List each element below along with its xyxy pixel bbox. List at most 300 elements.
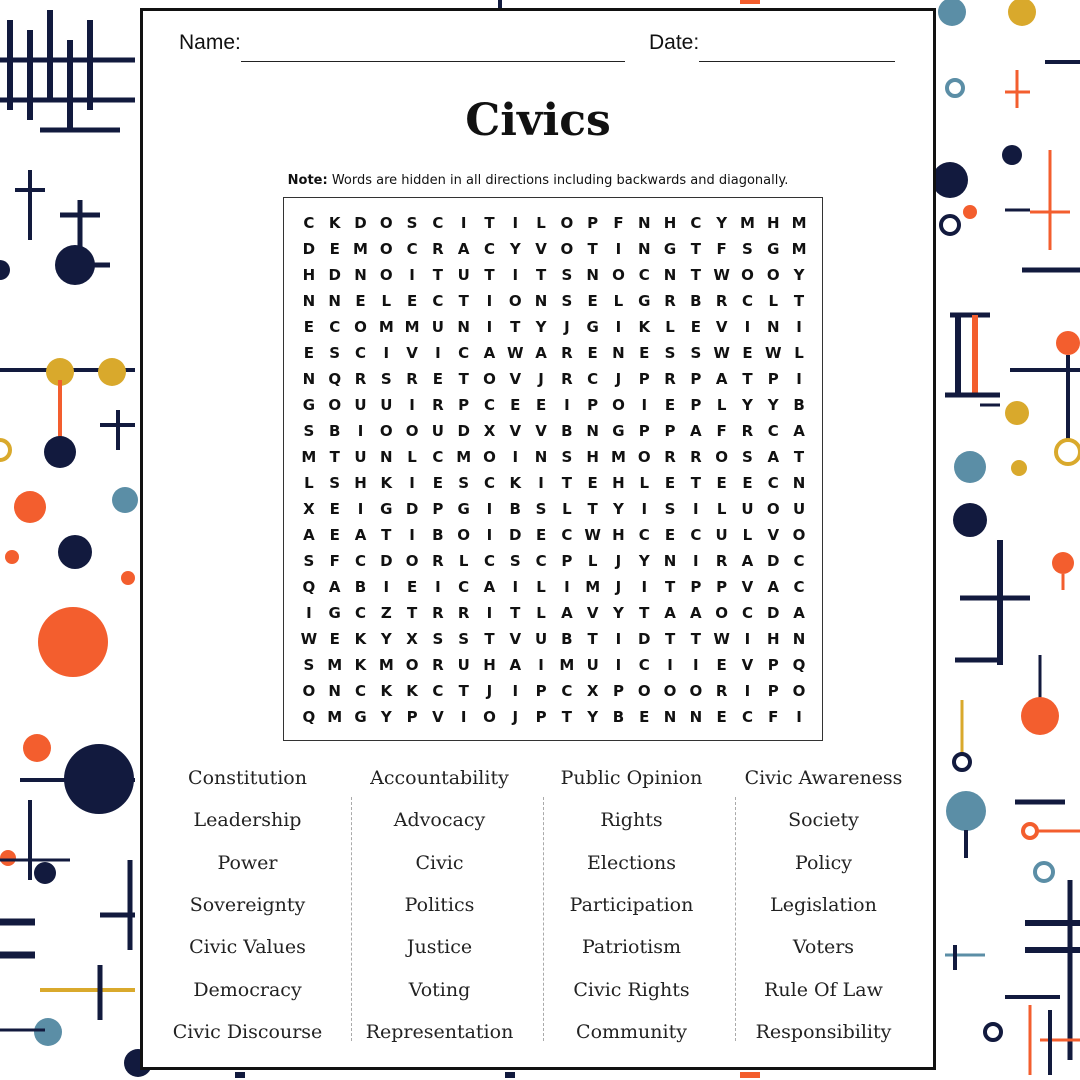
grid-letter[interactable]: C	[303, 214, 315, 232]
grid-letter[interactable]: T	[458, 292, 469, 310]
grid-letter[interactable]: T	[484, 266, 495, 284]
grid-letter[interactable]: K	[380, 682, 393, 700]
grid-letter[interactable]: E	[742, 474, 753, 492]
grid-letter[interactable]: I	[486, 500, 493, 518]
grid-letter[interactable]: K	[638, 318, 651, 336]
grid-letter[interactable]: I	[357, 422, 364, 440]
grid-letter[interactable]: E	[355, 292, 366, 310]
grid-letter[interactable]: I	[435, 578, 441, 596]
grid-letter[interactable]: A	[561, 604, 573, 622]
name-blank-line[interactable]	[241, 61, 625, 62]
grid-letter[interactable]: N	[380, 448, 393, 466]
grid-letter[interactable]: L	[716, 500, 727, 518]
grid-letter[interactable]: H	[663, 214, 677, 232]
grid-letter[interactable]: M	[353, 240, 368, 258]
grid-letter[interactable]: P	[535, 708, 547, 726]
grid-letter[interactable]: S	[561, 292, 573, 310]
grid-letter[interactable]: D	[328, 266, 341, 284]
grid-letter[interactable]: A	[328, 578, 341, 596]
grid-letter[interactable]: I	[538, 656, 544, 674]
grid-letter[interactable]: O	[715, 604, 729, 622]
grid-letter[interactable]: A	[690, 604, 702, 622]
grid-letter[interactable]: N	[328, 292, 341, 310]
grid-letter[interactable]: I	[796, 370, 802, 388]
grid-letter[interactable]: H	[586, 448, 599, 466]
grid-letter[interactable]: Y	[793, 266, 805, 284]
grid-letter[interactable]: O	[405, 552, 419, 570]
grid-letter[interactable]: M	[791, 240, 807, 258]
grid-letter[interactable]: A	[303, 526, 315, 544]
grid-letter[interactable]: Y	[767, 396, 779, 414]
grid-letter[interactable]: C	[458, 344, 470, 362]
grid-letter[interactable]: M	[791, 214, 807, 232]
grid-letter[interactable]: C	[767, 422, 779, 440]
grid-letter[interactable]: R	[457, 604, 470, 622]
grid-letter[interactable]: E	[535, 526, 547, 544]
grid-letter[interactable]: I	[357, 500, 364, 518]
grid-letter[interactable]: D	[767, 604, 780, 622]
grid-letter[interactable]: A	[354, 526, 367, 544]
grid-letter[interactable]: O	[766, 266, 780, 284]
grid-letter[interactable]: C	[741, 292, 753, 310]
grid-letter[interactable]: C	[483, 552, 495, 570]
grid-letter[interactable]: I	[693, 552, 699, 570]
grid-letter[interactable]: T	[793, 292, 805, 310]
grid-letter[interactable]: I	[615, 630, 622, 648]
grid-letter[interactable]: Q	[302, 578, 316, 596]
grid-letter[interactable]: J	[564, 318, 570, 336]
grid-letter[interactable]: F	[716, 422, 727, 440]
grid-letter[interactable]: N	[663, 266, 677, 284]
grid-letter[interactable]: T	[510, 604, 521, 622]
grid-letter[interactable]: U	[354, 396, 367, 414]
grid-letter[interactable]: P	[432, 500, 444, 518]
grid-letter[interactable]: N	[302, 370, 316, 388]
grid-letter[interactable]: I	[512, 214, 519, 232]
grid-letter[interactable]: C	[354, 344, 366, 362]
grid-letter[interactable]: G	[302, 396, 316, 414]
date-blank-line[interactable]	[699, 61, 895, 62]
grid-letter[interactable]: I	[486, 526, 493, 544]
grid-letter[interactable]: S	[380, 370, 392, 388]
grid-letter[interactable]: C	[638, 656, 650, 674]
grid-letter[interactable]: Y	[638, 552, 650, 570]
grid-letter[interactable]: A	[741, 552, 754, 570]
grid-letter[interactable]: P	[664, 422, 676, 440]
grid-letter[interactable]: C	[587, 370, 599, 388]
grid-letter[interactable]: L	[536, 578, 546, 596]
grid-letter[interactable]: H	[483, 656, 496, 674]
grid-letter[interactable]: G	[612, 422, 625, 440]
grid-letter[interactable]: C	[432, 292, 444, 310]
grid-letter[interactable]: T	[587, 240, 598, 258]
grid-letter[interactable]: O	[637, 448, 651, 466]
grid-letter[interactable]: G	[586, 318, 599, 336]
grid-letter[interactable]: T	[432, 266, 443, 284]
grid-letter[interactable]: T	[742, 370, 753, 388]
grid-letter[interactable]: U	[354, 448, 367, 466]
grid-letter[interactable]: Q	[328, 370, 342, 388]
grid-letter[interactable]: I	[409, 526, 415, 544]
grid-letter[interactable]: G	[638, 292, 651, 310]
grid-letter[interactable]: C	[793, 578, 805, 596]
grid-letter[interactable]: A	[690, 422, 702, 440]
grid-letter[interactable]: I	[693, 500, 699, 518]
grid-letter[interactable]: A	[483, 344, 496, 362]
grid-letter[interactable]: S	[329, 344, 341, 362]
grid-letter[interactable]: D	[457, 422, 470, 440]
grid-letter[interactable]: E	[329, 240, 340, 258]
grid-letter[interactable]: R	[354, 370, 367, 388]
grid-letter[interactable]: C	[793, 552, 805, 570]
grid-letter[interactable]: M	[378, 318, 394, 336]
grid-letter[interactable]: O	[560, 214, 574, 232]
grid-letter[interactable]: S	[535, 500, 547, 518]
grid-letter[interactable]: I	[615, 318, 622, 336]
grid-letter[interactable]: C	[638, 526, 650, 544]
grid-letter[interactable]: O	[483, 448, 496, 466]
grid-letter[interactable]: P	[561, 552, 573, 570]
grid-letter[interactable]: G	[457, 500, 470, 518]
grid-letter[interactable]: K	[406, 682, 418, 700]
grid-letter[interactable]: T	[639, 604, 650, 622]
grid-letter[interactable]: V	[406, 344, 418, 362]
grid-letter[interactable]: O	[354, 318, 367, 336]
grid-letter[interactable]: D	[767, 552, 780, 570]
grid-letter[interactable]: O	[663, 682, 677, 700]
grid-letter[interactable]: L	[665, 318, 675, 336]
grid-letter[interactable]: M	[585, 578, 601, 596]
grid-letter[interactable]: E	[406, 578, 418, 596]
grid-letter[interactable]: G	[663, 240, 677, 258]
grid-letter[interactable]: H	[766, 630, 780, 648]
grid-letter[interactable]: L	[742, 526, 753, 544]
grid-letter[interactable]: N	[586, 422, 599, 440]
grid-letter[interactable]: I	[409, 266, 415, 284]
grid-letter[interactable]: A	[715, 370, 728, 388]
grid-letter[interactable]: S	[561, 266, 573, 284]
grid-letter[interactable]: T	[664, 630, 676, 648]
grid-letter[interactable]: T	[535, 266, 547, 284]
grid-letter[interactable]: A	[767, 578, 780, 596]
grid-letter[interactable]: H	[612, 474, 625, 492]
grid-letter[interactable]: E	[329, 500, 340, 518]
grid-letter[interactable]: F	[329, 552, 340, 570]
grid-letter[interactable]: O	[302, 682, 316, 700]
grid-letter[interactable]: G	[328, 604, 341, 622]
grid-letter[interactable]: R	[664, 448, 676, 466]
grid-letter[interactable]: L	[536, 604, 546, 622]
grid-letter[interactable]: I	[538, 474, 544, 492]
grid-letter[interactable]: L	[768, 292, 779, 310]
grid-letter[interactable]: I	[615, 240, 622, 258]
grid-letter[interactable]: P	[587, 214, 599, 232]
grid-letter[interactable]: I	[564, 396, 570, 414]
grid-letter[interactable]: O	[508, 292, 522, 310]
grid-letter[interactable]: D	[638, 630, 651, 648]
grid-letter[interactable]: Y	[380, 708, 392, 726]
grid-letter[interactable]: X	[406, 630, 418, 648]
grid-letter[interactable]: T	[587, 630, 598, 648]
grid-letter[interactable]: N	[354, 266, 367, 284]
grid-letter[interactable]: I	[460, 214, 467, 232]
grid-letter[interactable]: C	[741, 708, 753, 726]
grid-letter[interactable]: N	[637, 214, 651, 232]
grid-letter[interactable]: A	[509, 656, 522, 674]
grid-letter[interactable]: H	[354, 474, 367, 492]
grid-letter[interactable]: N	[612, 344, 625, 362]
grid-letter[interactable]: I	[564, 578, 570, 596]
grid-letter[interactable]: O	[457, 526, 471, 544]
grid-letter[interactable]: C	[354, 552, 366, 570]
grid-letter[interactable]: K	[380, 474, 393, 492]
grid-letter[interactable]: T	[510, 318, 521, 336]
grid-letter[interactable]: I	[306, 604, 312, 622]
grid-letter[interactable]: S	[303, 656, 315, 674]
grid-letter[interactable]: S	[561, 448, 573, 466]
grid-letter[interactable]: I	[512, 682, 519, 700]
grid-letter[interactable]: I	[460, 708, 467, 726]
grid-letter[interactable]: S	[458, 630, 470, 648]
grid-letter[interactable]: F	[716, 240, 727, 258]
grid-letter[interactable]: T	[587, 500, 598, 518]
grid-letter[interactable]: E	[587, 344, 598, 362]
grid-letter[interactable]: I	[744, 630, 751, 648]
grid-letter[interactable]: O	[379, 266, 393, 284]
grid-letter[interactable]: N	[534, 448, 548, 466]
grid-letter[interactable]: C	[432, 448, 444, 466]
grid-letter[interactable]: J	[486, 682, 493, 700]
grid-letter[interactable]: Y	[613, 604, 624, 622]
grid-letter[interactable]: I	[486, 318, 493, 336]
grid-letter[interactable]: O	[689, 682, 703, 700]
grid-letter[interactable]: A	[483, 578, 496, 596]
grid-letter[interactable]: G	[354, 708, 367, 726]
grid-letter[interactable]: C	[354, 682, 366, 700]
grid-letter[interactable]: P	[690, 370, 702, 388]
grid-letter[interactable]: I	[409, 396, 415, 414]
grid-letter[interactable]: I	[796, 318, 802, 336]
grid-letter[interactable]: K	[354, 656, 367, 674]
grid-letter[interactable]: R	[561, 344, 573, 362]
grid-letter[interactable]: V	[509, 370, 522, 388]
grid-letter[interactable]: M	[456, 448, 472, 466]
grid-letter[interactable]: I	[512, 266, 519, 284]
grid-letter[interactable]: R	[432, 604, 444, 622]
grid-letter[interactable]: R	[561, 370, 573, 388]
grid-letter[interactable]: S	[664, 500, 676, 518]
grid-letter[interactable]: C	[432, 214, 444, 232]
grid-letter[interactable]: T	[329, 448, 340, 466]
grid-letter[interactable]: P	[458, 396, 470, 414]
grid-letter[interactable]: V	[509, 422, 522, 440]
grid-letter[interactable]: Y	[587, 708, 599, 726]
grid-letter[interactable]: A	[535, 344, 547, 362]
grid-letter[interactable]: J	[615, 370, 622, 388]
grid-letter[interactable]: S	[458, 474, 470, 492]
grid-letter[interactable]: T	[690, 240, 701, 258]
grid-letter[interactable]: I	[486, 604, 493, 622]
grid-letter[interactable]: V	[535, 240, 547, 258]
grid-letter[interactable]: D	[509, 526, 522, 544]
grid-letter[interactable]: C	[406, 240, 418, 258]
grid-letter[interactable]: T	[690, 266, 701, 284]
grid-letter[interactable]: O	[379, 422, 393, 440]
grid-letter[interactable]: C	[483, 474, 495, 492]
grid-letter[interactable]: O	[792, 682, 806, 700]
grid-letter[interactable]: R	[432, 240, 444, 258]
grid-letter[interactable]: R	[664, 292, 676, 310]
grid-letter[interactable]: E	[716, 656, 727, 674]
grid-letter[interactable]: P	[587, 396, 599, 414]
grid-letter[interactable]: P	[767, 682, 779, 700]
grid-letter[interactable]: A	[664, 604, 676, 622]
grid-letter[interactable]: E	[690, 318, 701, 336]
grid-letter[interactable]: J	[615, 552, 622, 570]
grid-letter[interactable]: K	[354, 630, 367, 648]
grid-letter[interactable]: N	[586, 266, 599, 284]
grid-letter[interactable]: I	[512, 578, 519, 596]
grid-letter[interactable]: C	[561, 526, 573, 544]
grid-letter[interactable]: N	[328, 682, 341, 700]
grid-letter[interactable]: O	[379, 214, 393, 232]
grid-letter[interactable]: J	[512, 708, 519, 726]
grid-letter[interactable]: I	[744, 682, 751, 700]
grid-letter[interactable]: A	[767, 448, 780, 466]
grid-letter[interactable]: E	[664, 474, 676, 492]
grid-letter[interactable]: U	[586, 656, 599, 674]
grid-letter[interactable]: N	[302, 292, 316, 310]
grid-letter[interactable]: G	[767, 240, 780, 258]
grid-letter[interactable]: B	[561, 630, 573, 648]
grid-letter[interactable]: E	[432, 474, 443, 492]
grid-letter[interactable]: K	[509, 474, 522, 492]
grid-letter[interactable]: J	[538, 370, 544, 388]
grid-letter[interactable]: T	[484, 214, 495, 232]
grid-letter[interactable]: E	[535, 396, 547, 414]
grid-letter[interactable]: B	[328, 422, 341, 440]
grid-letter[interactable]: I	[641, 396, 648, 414]
grid-letter[interactable]: V	[586, 604, 599, 622]
grid-letter[interactable]: L	[639, 474, 650, 492]
grid-letter[interactable]: U	[457, 656, 470, 674]
grid-letter[interactable]: J	[615, 578, 622, 596]
grid-letter[interactable]: O	[379, 240, 393, 258]
grid-letter[interactable]: M	[404, 318, 420, 336]
grid-letter[interactable]: O	[637, 682, 651, 700]
grid-letter[interactable]: C	[483, 396, 495, 414]
grid-letter[interactable]: O	[715, 448, 729, 466]
grid-letter[interactable]: S	[303, 552, 315, 570]
grid-letter[interactable]: R	[406, 370, 418, 388]
grid-letter[interactable]: C	[432, 682, 444, 700]
grid-letter[interactable]: P	[767, 656, 779, 674]
grid-letter[interactable]: Y	[509, 240, 521, 258]
grid-letter[interactable]: E	[639, 708, 650, 726]
grid-letter[interactable]: C	[561, 682, 573, 700]
grid-letter[interactable]: V	[741, 578, 754, 596]
grid-letter[interactable]: E	[329, 630, 340, 648]
grid-letter[interactable]: W	[764, 344, 782, 362]
grid-letter[interactable]: V	[767, 526, 780, 544]
grid-letter[interactable]: B	[612, 708, 625, 726]
grid-letter[interactable]: M	[739, 214, 755, 232]
grid-letter[interactable]: E	[432, 370, 443, 388]
grid-letter[interactable]: N	[663, 708, 677, 726]
grid-letter[interactable]: C	[767, 474, 779, 492]
grid-letter[interactable]: R	[741, 422, 754, 440]
grid-letter[interactable]: O	[792, 526, 806, 544]
grid-letter[interactable]: U	[534, 630, 548, 648]
grid-letter[interactable]: L	[381, 292, 392, 310]
grid-letter[interactable]: A	[793, 422, 805, 440]
grid-letter[interactable]: O	[560, 240, 574, 258]
grid-letter[interactable]: D	[405, 500, 419, 518]
grid-letter[interactable]: O	[483, 708, 496, 726]
grid-letter[interactable]: P	[690, 396, 702, 414]
grid-letter[interactable]: E	[664, 396, 676, 414]
grid-letter[interactable]: R	[715, 552, 728, 570]
grid-letter[interactable]: P	[690, 578, 702, 596]
grid-letter[interactable]: U	[431, 318, 444, 336]
grid-letter[interactable]: E	[406, 292, 418, 310]
grid-letter[interactable]: C	[458, 578, 470, 596]
grid-letter[interactable]: D	[354, 214, 367, 232]
grid-letter[interactable]: T	[406, 604, 418, 622]
grid-letter[interactable]: G	[380, 500, 393, 518]
grid-letter[interactable]: E	[587, 474, 598, 492]
grid-letter[interactable]: N	[457, 318, 470, 336]
grid-letter[interactable]: S	[329, 474, 341, 492]
grid-letter[interactable]: Y	[742, 396, 753, 414]
grid-letter[interactable]: L	[562, 500, 572, 518]
grid-letter[interactable]: Z	[380, 604, 392, 622]
grid-letter[interactable]: D	[380, 552, 393, 570]
grid-letter[interactable]: A	[457, 240, 470, 258]
grid-letter[interactable]: R	[690, 448, 702, 466]
grid-letter[interactable]: R	[715, 682, 728, 700]
grid-letter[interactable]: B	[432, 526, 444, 544]
grid-letter[interactable]: T	[690, 474, 701, 492]
grid-letter[interactable]: O	[405, 422, 419, 440]
grid-letter[interactable]: I	[615, 656, 622, 674]
grid-letter[interactable]: I	[744, 318, 751, 336]
grid-letter[interactable]: S	[742, 448, 753, 466]
grid-letter[interactable]: P	[406, 708, 418, 726]
grid-letter[interactable]: C	[690, 526, 702, 544]
grid-letter[interactable]: E	[716, 708, 727, 726]
grid-letter[interactable]: P	[767, 370, 779, 388]
grid-letter[interactable]: L	[587, 552, 598, 570]
grid-letter[interactable]: M	[327, 656, 343, 674]
grid-letter[interactable]: E	[587, 292, 598, 310]
grid-letter[interactable]: N	[637, 240, 651, 258]
grid-letter[interactable]: B	[509, 500, 521, 518]
grid-letter[interactable]: E	[510, 396, 521, 414]
grid-letter[interactable]: U	[380, 396, 393, 414]
grid-letter[interactable]: O	[328, 396, 342, 414]
grid-letter[interactable]: Q	[792, 656, 806, 674]
grid-letter[interactable]: W	[713, 266, 730, 284]
grid-letter[interactable]: H	[302, 266, 316, 284]
grid-letter[interactable]: I	[796, 708, 802, 726]
grid-letter[interactable]: L	[716, 396, 727, 414]
grid-letter[interactable]: S	[432, 630, 444, 648]
grid-letter[interactable]: M	[301, 448, 317, 466]
grid-letter[interactable]: U	[457, 266, 470, 284]
grid-letter[interactable]: R	[432, 656, 444, 674]
grid-letter[interactable]: P	[612, 682, 624, 700]
